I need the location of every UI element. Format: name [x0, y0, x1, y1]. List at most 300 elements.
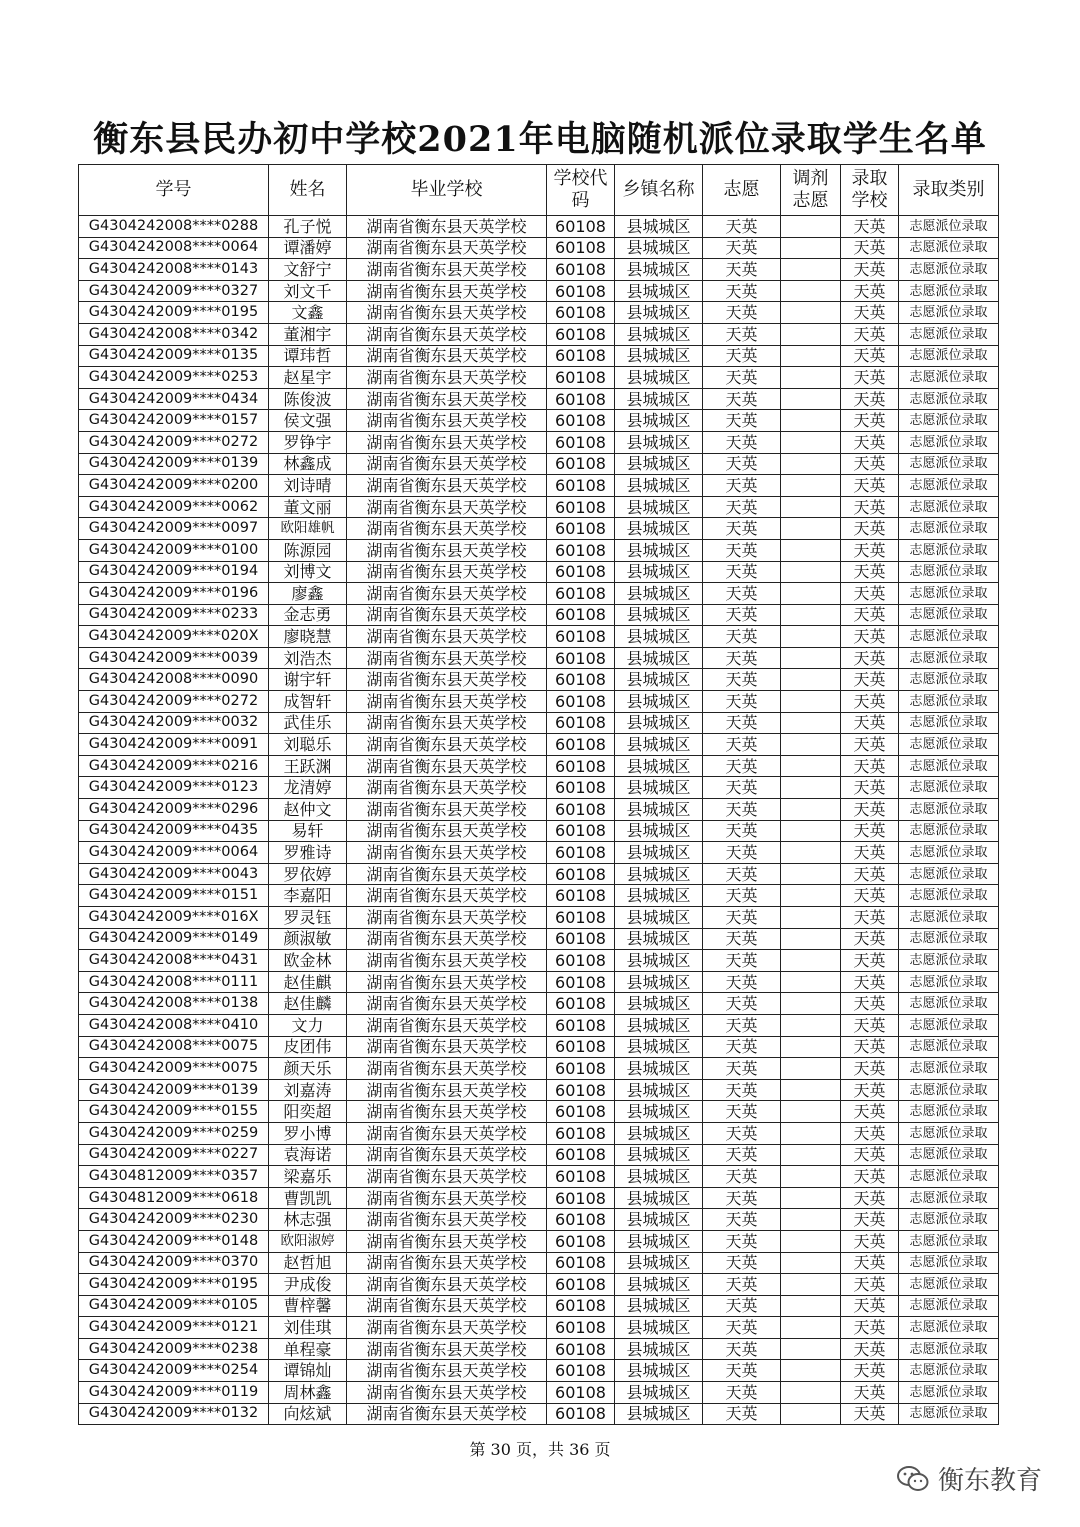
table-row — [79, 1079, 999, 1101]
cell-adjusted-preference — [781, 1122, 841, 1144]
cell-preference: 天英 — [703, 496, 781, 518]
cell-graduation-school: 湖南省衡东县天英学校 — [347, 626, 547, 648]
cell-admitted-school: 天英 — [841, 885, 899, 907]
cell-preference: 天英 — [703, 302, 781, 324]
cell-graduation-school: 湖南省衡东县天英学校 — [347, 216, 547, 238]
cell-name: 金志勇 — [269, 604, 347, 626]
cell-admitted-school: 天英 — [841, 1274, 899, 1296]
cell-student-id: G4304242008****0342 — [79, 323, 269, 345]
cell-student-id: G4304242009****0238 — [79, 1338, 269, 1360]
cell-adjusted-preference — [781, 539, 841, 561]
cell-preference: 天英 — [703, 863, 781, 885]
cell-name: 欧阳淑婷 — [269, 1230, 347, 1252]
cell-admission-type: 志愿派位录取 — [899, 1252, 999, 1274]
cell-name: 欧阳雄帆 — [269, 518, 347, 540]
cell-town: 县城城区 — [615, 345, 703, 367]
cell-student-id: G4304242009****0370 — [79, 1252, 269, 1274]
cell-town: 县城城区 — [615, 993, 703, 1015]
cell-graduation-school: 湖南省衡东县天英学校 — [347, 237, 547, 259]
table-row — [79, 863, 999, 885]
cell-student-id: G4304242009****0043 — [79, 863, 269, 885]
cell-town: 县城城区 — [615, 907, 703, 929]
cell-school-code: 60108 — [547, 734, 615, 756]
cell-adjusted-preference — [781, 496, 841, 518]
cell-school-code: 60108 — [547, 863, 615, 885]
cell-town: 县城城区 — [615, 1014, 703, 1036]
cell-preference: 天英 — [703, 734, 781, 756]
cell-graduation-school: 湖南省衡东县天英学校 — [347, 539, 547, 561]
cell-town: 县城城区 — [615, 1274, 703, 1296]
cell-graduation-school: 湖南省衡东县天英学校 — [347, 583, 547, 605]
cell-admitted-school: 天英 — [841, 518, 899, 540]
cell-graduation-school: 湖南省衡东县天英学校 — [347, 863, 547, 885]
cell-admission-type: 志愿派位录取 — [899, 345, 999, 367]
cell-admission-type: 志愿派位录取 — [899, 691, 999, 713]
table-row — [79, 907, 999, 929]
cell-preference: 天英 — [703, 1014, 781, 1036]
cell-graduation-school: 湖南省衡东县天英学校 — [347, 1058, 547, 1080]
cell-name: 易轩 — [269, 820, 347, 842]
cell-town: 县城城区 — [615, 971, 703, 993]
cell-student-id: G4304242009****0097 — [79, 518, 269, 540]
cell-school-code: 60108 — [547, 453, 615, 475]
cell-town: 县城城区 — [615, 1338, 703, 1360]
cell-town: 县城城区 — [615, 1058, 703, 1080]
cell-admission-type: 志愿派位录取 — [899, 712, 999, 734]
cell-adjusted-preference — [781, 367, 841, 389]
cell-school-code: 60108 — [547, 1403, 615, 1425]
cell-student-id: G4304242009****0105 — [79, 1295, 269, 1317]
cell-adjusted-preference — [781, 885, 841, 907]
cell-school-code: 60108 — [547, 1252, 615, 1274]
cell-admitted-school: 天英 — [841, 453, 899, 475]
cell-graduation-school: 湖南省衡东县天英学校 — [347, 928, 547, 950]
cell-school-code: 60108 — [547, 993, 615, 1015]
cell-town: 县城城区 — [615, 1122, 703, 1144]
table-row — [79, 1014, 999, 1036]
cell-admitted-school: 天英 — [841, 1252, 899, 1274]
cell-admitted-school: 天英 — [841, 950, 899, 972]
cell-student-id: G4304242009****0157 — [79, 410, 269, 432]
cell-town: 县城城区 — [615, 237, 703, 259]
cell-school-code: 60108 — [547, 799, 615, 821]
cell-name: 谭锦灿 — [269, 1360, 347, 1382]
cell-adjusted-preference — [781, 1187, 841, 1209]
cell-name: 罗灵钰 — [269, 907, 347, 929]
cell-admitted-school: 天英 — [841, 323, 899, 345]
cell-town: 县城城区 — [615, 928, 703, 950]
cell-admission-type: 志愿派位录取 — [899, 820, 999, 842]
cell-name: 曹凯凯 — [269, 1187, 347, 1209]
cell-adjusted-preference — [781, 907, 841, 929]
cell-admission-type: 志愿派位录取 — [899, 1209, 999, 1231]
cell-admission-type: 志愿派位录取 — [899, 1101, 999, 1123]
cell-name: 赵星宇 — [269, 367, 347, 389]
cell-admission-type: 志愿派位录取 — [899, 1187, 999, 1209]
cell-name: 刘嘉涛 — [269, 1079, 347, 1101]
cell-name: 刘诗晴 — [269, 475, 347, 497]
cell-school-code: 60108 — [547, 583, 615, 605]
cell-student-id: G4304242009****0435 — [79, 820, 269, 842]
cell-admitted-school: 天英 — [841, 712, 899, 734]
cell-admitted-school: 天英 — [841, 345, 899, 367]
cell-admission-type: 志愿派位录取 — [899, 950, 999, 972]
header-admitted-school — [841, 165, 899, 216]
cell-admission-type: 志愿派位录取 — [899, 216, 999, 238]
cell-graduation-school: 湖南省衡东县天英学校 — [347, 302, 547, 324]
cell-adjusted-preference — [781, 259, 841, 281]
cell-school-code: 60108 — [547, 669, 615, 691]
cell-graduation-school: 湖南省衡东县天英学校 — [347, 971, 547, 993]
table-row — [79, 820, 999, 842]
cell-adjusted-preference — [781, 863, 841, 885]
cell-admitted-school: 天英 — [841, 907, 899, 929]
header-name: 姓名 — [269, 165, 347, 216]
cell-adjusted-preference — [781, 712, 841, 734]
cell-adjusted-preference — [781, 1252, 841, 1274]
cell-school-code: 60108 — [547, 561, 615, 583]
cell-town: 县城城区 — [615, 583, 703, 605]
cell-student-id: G4304242009****0259 — [79, 1122, 269, 1144]
cell-town: 县城城区 — [615, 1230, 703, 1252]
cell-student-id: G4304242008****0064 — [79, 237, 269, 259]
cell-name: 王跃渊 — [269, 755, 347, 777]
cell-school-code: 60108 — [547, 388, 615, 410]
cell-admission-type: 志愿派位录取 — [899, 1079, 999, 1101]
cell-name: 刘文千 — [269, 280, 347, 302]
cell-school-code: 60108 — [547, 1079, 615, 1101]
cell-adjusted-preference — [781, 1144, 841, 1166]
cell-school-code: 60108 — [547, 410, 615, 432]
cell-student-id: G4304242009****0233 — [79, 604, 269, 626]
cell-admitted-school: 天英 — [841, 863, 899, 885]
cell-school-code: 60108 — [547, 1144, 615, 1166]
table-row — [79, 1187, 999, 1209]
table-row — [79, 1338, 999, 1360]
cell-student-id: G4304242009****0194 — [79, 561, 269, 583]
cell-graduation-school: 湖南省衡东县天英学校 — [347, 475, 547, 497]
cell-admission-type: 志愿派位录取 — [899, 1144, 999, 1166]
table-row — [79, 755, 999, 777]
cell-adjusted-preference — [781, 1274, 841, 1296]
cell-preference: 天英 — [703, 799, 781, 821]
cell-preference: 天英 — [703, 1252, 781, 1274]
cell-admission-type: 志愿派位录取 — [899, 971, 999, 993]
cell-adjusted-preference — [781, 691, 841, 713]
cell-school-code: 60108 — [547, 647, 615, 669]
cell-admitted-school: 天英 — [841, 367, 899, 389]
cell-student-id: G4304242009****0149 — [79, 928, 269, 950]
table-row — [79, 518, 999, 540]
cell-preference: 天英 — [703, 388, 781, 410]
cell-admission-type: 志愿派位录取 — [899, 799, 999, 821]
table-row — [79, 388, 999, 410]
cell-preference: 天英 — [703, 604, 781, 626]
cell-town: 县城城区 — [615, 367, 703, 389]
cell-preference: 天英 — [703, 323, 781, 345]
cell-admitted-school: 天英 — [841, 1317, 899, 1339]
cell-graduation-school: 湖南省衡东县天英学校 — [347, 1230, 547, 1252]
cell-town: 县城城区 — [615, 302, 703, 324]
cell-graduation-school: 湖南省衡东县天英学校 — [347, 950, 547, 972]
cell-preference: 天英 — [703, 1079, 781, 1101]
cell-town: 县城城区 — [615, 777, 703, 799]
cell-adjusted-preference — [781, 345, 841, 367]
cell-student-id: G4304242008****0410 — [79, 1014, 269, 1036]
cell-name: 陈俊波 — [269, 388, 347, 410]
cell-adjusted-preference — [781, 1360, 841, 1382]
cell-preference: 天英 — [703, 928, 781, 950]
cell-admission-type: 志愿派位录取 — [899, 669, 999, 691]
cell-admission-type: 志愿派位录取 — [899, 367, 999, 389]
cell-adjusted-preference — [781, 669, 841, 691]
cell-adjusted-preference — [781, 453, 841, 475]
cell-school-code: 60108 — [547, 755, 615, 777]
cell-student-id: G4304242009****0139 — [79, 453, 269, 475]
cell-graduation-school: 湖南省衡东县天英学校 — [347, 842, 547, 864]
cell-school-code: 60108 — [547, 1209, 615, 1231]
cell-adjusted-preference — [781, 971, 841, 993]
cell-graduation-school: 湖南省衡东县天英学校 — [347, 323, 547, 345]
cell-adjusted-preference — [781, 1230, 841, 1252]
cell-adjusted-preference — [781, 475, 841, 497]
cell-school-code: 60108 — [547, 626, 615, 648]
cell-graduation-school: 湖南省衡东县天英学校 — [347, 669, 547, 691]
watermark — [896, 1460, 1042, 1497]
cell-name: 林鑫成 — [269, 453, 347, 475]
cell-name: 梁嘉乐 — [269, 1166, 347, 1188]
cell-school-code: 60108 — [547, 971, 615, 993]
cell-graduation-school: 湖南省衡东县天英学校 — [347, 1317, 547, 1339]
watermark-text: 衡东教育 — [937, 1466, 1042, 1496]
cell-admission-type: 志愿派位录取 — [899, 1274, 999, 1296]
cell-admission-type: 志愿派位录取 — [899, 539, 999, 561]
table-row — [79, 1230, 999, 1252]
cell-admission-type: 志愿派位录取 — [899, 1014, 999, 1036]
cell-admission-type: 志愿派位录取 — [899, 323, 999, 345]
cell-admission-type: 志愿派位录取 — [899, 755, 999, 777]
cell-name: 曹梓馨 — [269, 1295, 347, 1317]
cell-student-id: G4304242009****020X — [79, 626, 269, 648]
cell-town: 县城城区 — [615, 539, 703, 561]
cell-town: 县城城区 — [615, 691, 703, 713]
cell-adjusted-preference — [781, 1403, 841, 1425]
cell-school-code: 60108 — [547, 1317, 615, 1339]
cell-preference: 天英 — [703, 777, 781, 799]
cell-graduation-school: 湖南省衡东县天英学校 — [347, 820, 547, 842]
cell-admitted-school: 天英 — [841, 1036, 899, 1058]
cell-admission-type: 志愿派位录取 — [899, 518, 999, 540]
cell-school-code: 60108 — [547, 777, 615, 799]
cell-admission-type: 志愿派位录取 — [899, 410, 999, 432]
cell-graduation-school: 湖南省衡东县天英学校 — [347, 647, 547, 669]
cell-admitted-school: 天英 — [841, 777, 899, 799]
cell-admitted-school: 天英 — [841, 1230, 899, 1252]
cell-admitted-school: 天英 — [841, 604, 899, 626]
cell-school-code: 60108 — [547, 1014, 615, 1036]
table-row — [79, 1166, 999, 1188]
cell-preference: 天英 — [703, 561, 781, 583]
table-body — [79, 216, 999, 1425]
cell-town: 县城城区 — [615, 669, 703, 691]
cell-school-code: 60108 — [547, 280, 615, 302]
cell-town: 县城城区 — [615, 863, 703, 885]
cell-name: 武佳乐 — [269, 712, 347, 734]
cell-preference: 天英 — [703, 431, 781, 453]
cell-graduation-school: 湖南省衡东县天英学校 — [347, 345, 547, 367]
cell-adjusted-preference — [781, 302, 841, 324]
cell-town: 县城城区 — [615, 950, 703, 972]
cell-adjusted-preference — [781, 799, 841, 821]
cell-town: 县城城区 — [615, 453, 703, 475]
cell-school-code: 60108 — [547, 323, 615, 345]
cell-adjusted-preference — [781, 1209, 841, 1231]
cell-admitted-school: 天英 — [841, 583, 899, 605]
cell-school-code: 60108 — [547, 950, 615, 972]
cell-adjusted-preference — [781, 1338, 841, 1360]
table-row — [79, 993, 999, 1015]
cell-student-id: G4304242009****0272 — [79, 691, 269, 713]
wechat-icon — [896, 1465, 930, 1493]
cell-graduation-school: 湖南省衡东县天英学校 — [347, 691, 547, 713]
cell-town: 县城城区 — [615, 1187, 703, 1209]
table-row — [79, 1403, 999, 1425]
cell-name: 陈源园 — [269, 539, 347, 561]
cell-admitted-school: 天英 — [841, 216, 899, 238]
cell-name: 文力 — [269, 1014, 347, 1036]
cell-school-code: 60108 — [547, 518, 615, 540]
cell-school-code: 60108 — [547, 1360, 615, 1382]
cell-school-code: 60108 — [547, 1338, 615, 1360]
cell-admission-type: 志愿派位录取 — [899, 1230, 999, 1252]
cell-student-id: G4304242009****0196 — [79, 583, 269, 605]
cell-graduation-school: 湖南省衡东县天英学校 — [347, 907, 547, 929]
cell-preference: 天英 — [703, 1101, 781, 1123]
cell-student-id: G4304242009****0091 — [79, 734, 269, 756]
cell-town: 县城城区 — [615, 1166, 703, 1188]
cell-student-id: G4304242009****0119 — [79, 1382, 269, 1404]
cell-name: 罗依婷 — [269, 863, 347, 885]
cell-name: 皮团伟 — [269, 1036, 347, 1058]
cell-admission-type: 志愿派位录取 — [899, 302, 999, 324]
table-row — [79, 1317, 999, 1339]
cell-admission-type: 志愿派位录取 — [899, 561, 999, 583]
cell-preference: 天英 — [703, 1360, 781, 1382]
cell-admitted-school: 天英 — [841, 1058, 899, 1080]
cell-name: 廖鑫 — [269, 583, 347, 605]
table-row — [79, 1209, 999, 1231]
cell-admission-type: 志愿派位录取 — [899, 1036, 999, 1058]
cell-admitted-school: 天英 — [841, 1014, 899, 1036]
cell-admitted-school: 天英 — [841, 1166, 899, 1188]
cell-admission-type: 志愿派位录取 — [899, 1166, 999, 1188]
cell-preference: 天英 — [703, 410, 781, 432]
cell-graduation-school: 湖南省衡东县天英学校 — [347, 1144, 547, 1166]
cell-name: 尹成俊 — [269, 1274, 347, 1296]
cell-school-code: 60108 — [547, 1295, 615, 1317]
cell-adjusted-preference — [781, 237, 841, 259]
cell-town: 县城城区 — [615, 842, 703, 864]
cell-admitted-school: 天英 — [841, 410, 899, 432]
cell-town: 县城城区 — [615, 1317, 703, 1339]
cell-graduation-school: 湖南省衡东县天英学校 — [347, 410, 547, 432]
cell-admission-type: 志愿派位录取 — [899, 1122, 999, 1144]
cell-admitted-school: 天英 — [841, 971, 899, 993]
table-row — [79, 626, 999, 648]
cell-adjusted-preference — [781, 431, 841, 453]
cell-admission-type: 志愿派位录取 — [899, 1317, 999, 1339]
cell-adjusted-preference — [781, 820, 841, 842]
cell-admission-type: 志愿派位录取 — [899, 496, 999, 518]
page-footer: 第 30 页，共 36 页 — [469, 1440, 611, 1459]
cell-town: 县城城区 — [615, 1101, 703, 1123]
cell-adjusted-preference — [781, 1036, 841, 1058]
cell-school-code: 60108 — [547, 1230, 615, 1252]
cell-school-code: 60108 — [547, 842, 615, 864]
cell-name: 成智轩 — [269, 691, 347, 713]
cell-school-code: 60108 — [547, 431, 615, 453]
cell-graduation-school: 湖南省衡东县天英学校 — [347, 1252, 547, 1274]
cell-graduation-school: 湖南省衡东县天英学校 — [347, 1382, 547, 1404]
cell-adjusted-preference — [781, 561, 841, 583]
cell-name: 林志强 — [269, 1209, 347, 1231]
cell-student-id: G4304242009****0062 — [79, 496, 269, 518]
cell-name: 赵仲文 — [269, 799, 347, 821]
cell-admission-type: 志愿派位录取 — [899, 626, 999, 648]
cell-admitted-school: 天英 — [841, 993, 899, 1015]
cell-student-id: G4304242009****0327 — [79, 280, 269, 302]
cell-name: 阳奕超 — [269, 1101, 347, 1123]
cell-name: 董湘宇 — [269, 323, 347, 345]
cell-preference: 天英 — [703, 1122, 781, 1144]
cell-admission-type: 志愿派位录取 — [899, 280, 999, 302]
cell-town: 县城城区 — [615, 1036, 703, 1058]
cell-preference: 天英 — [703, 842, 781, 864]
cell-admitted-school: 天英 — [841, 302, 899, 324]
cell-preference: 天英 — [703, 583, 781, 605]
cell-admission-type: 志愿派位录取 — [899, 1295, 999, 1317]
cell-name: 颜淑敏 — [269, 928, 347, 950]
cell-admission-type: 志愿派位录取 — [899, 388, 999, 410]
cell-student-id: G4304242009****0132 — [79, 1403, 269, 1425]
cell-graduation-school: 湖南省衡东县天英学校 — [347, 1036, 547, 1058]
cell-graduation-school: 湖南省衡东县天英学校 — [347, 1187, 547, 1209]
cell-preference: 天英 — [703, 820, 781, 842]
table-row — [79, 604, 999, 626]
cell-admitted-school: 天英 — [841, 669, 899, 691]
cell-graduation-school: 湖南省衡东县天英学校 — [347, 518, 547, 540]
cell-admission-type: 志愿派位录取 — [899, 863, 999, 885]
cell-name: 单程豪 — [269, 1338, 347, 1360]
cell-name: 颜天乐 — [269, 1058, 347, 1080]
cell-preference: 天英 — [703, 950, 781, 972]
cell-preference: 天英 — [703, 280, 781, 302]
cell-adjusted-preference — [781, 1058, 841, 1080]
cell-adjusted-preference — [781, 410, 841, 432]
cell-graduation-school: 湖南省衡东县天英学校 — [347, 1338, 547, 1360]
cell-graduation-school: 湖南省衡东县天英学校 — [347, 1403, 547, 1425]
table-row — [79, 410, 999, 432]
cell-town: 县城城区 — [615, 259, 703, 281]
cell-admitted-school: 天英 — [841, 1338, 899, 1360]
header-adjusted-preference — [781, 165, 841, 216]
cell-admitted-school: 天英 — [841, 475, 899, 497]
cell-admission-type: 志愿派位录取 — [899, 1058, 999, 1080]
cell-preference: 天英 — [703, 1274, 781, 1296]
cell-town: 县城城区 — [615, 216, 703, 238]
cell-student-id: G4304242009****0195 — [79, 1274, 269, 1296]
cell-preference: 天英 — [703, 1338, 781, 1360]
